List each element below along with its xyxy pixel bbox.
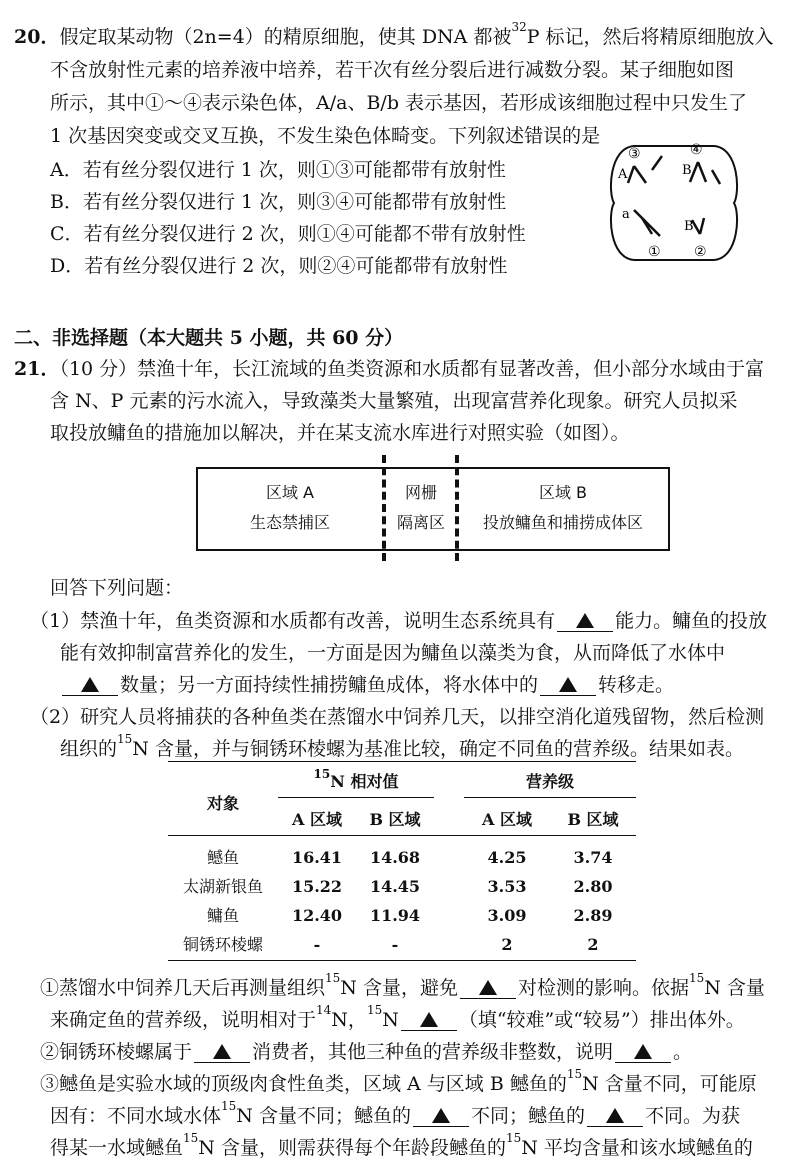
sup-15: 15 xyxy=(566,1067,583,1081)
table-cell: 14.45 xyxy=(369,877,421,896)
p1-text: （1）禁渔十年，鱼类资源和水质都有改善，说明生态系统具有 xyxy=(30,610,556,632)
table-level-rule xyxy=(464,797,636,798)
s3-line2 xyxy=(50,1101,740,1131)
chromosome-4b xyxy=(712,170,720,184)
s3-text: 不同。为获 xyxy=(644,1105,740,1127)
p1-text: 数量；另一方面持续性捕捞鳙鱼成体，将水体中的 xyxy=(120,674,539,696)
label-circle-3: ③ xyxy=(628,146,641,162)
zone-a xyxy=(200,478,380,538)
table-row-name: 铜锈环棱螺 xyxy=(182,935,263,954)
table-bottom-rule xyxy=(168,960,636,961)
s1-text: 对检测的影响。依据 xyxy=(517,977,689,999)
q20-text: P 标记，然后将精原细胞放入 xyxy=(526,26,774,48)
s2-text: 消费者，其他三种鱼的营养级非整数，说明 xyxy=(252,1041,614,1063)
table-cell: 15.22 xyxy=(291,877,343,896)
table-cell: 4.25 xyxy=(487,848,527,867)
q20-option-c: C．若有丝分裂仅进行 2 次，则①④可能都不带有放射性 xyxy=(50,223,526,245)
table-cell: 2 xyxy=(501,935,513,954)
net-fence-right xyxy=(455,455,459,561)
sup-15: 15 xyxy=(505,1131,522,1145)
table-header-object: 对象 xyxy=(206,794,239,813)
answer-blank[interactable] xyxy=(615,1043,671,1063)
cell-outline xyxy=(611,146,737,260)
triangle-icon xyxy=(606,1108,624,1123)
q21-line3: 取投放鳙鱼的措施加以解决，并在某支流水库进行对照实验（如图）。 xyxy=(50,422,630,444)
table-cell: - xyxy=(313,935,321,954)
q20-line3: 所示，其中①～④表示染色体，A/a、B/b 表示基因，若形成该细胞过程中只发生了 xyxy=(50,92,748,114)
s3-text: 得某一水域鳡鱼 xyxy=(50,1137,184,1159)
s1-line2 xyxy=(50,1005,745,1035)
table-subheader: A 区域 xyxy=(482,810,532,829)
sup-15: 15 xyxy=(366,1003,383,1017)
zone-fence-subtitle: 隔离区 xyxy=(396,513,445,532)
s3-text: 不同；鳡鱼的 xyxy=(470,1105,585,1127)
sup-15: 15 xyxy=(221,1099,237,1113)
p2-text: 组织的 xyxy=(60,738,118,760)
table-subheader: B 区域 xyxy=(369,810,421,829)
label-gene-B-top: B xyxy=(682,163,692,178)
q20-line4: 1 次基因突变或交叉互换，不发生染色体畸变。下列叙述错误的是 xyxy=(50,125,601,147)
triangle-icon xyxy=(432,1108,450,1123)
section-2-title: 二、非选择题（本大题共 5 小题，共 60 分） xyxy=(14,327,404,349)
table-cell: 2 xyxy=(587,935,599,954)
s3-text: 因有：不同水域水体 xyxy=(50,1105,222,1127)
table-cell: 2.89 xyxy=(573,906,613,925)
q21-line1 xyxy=(14,354,764,384)
table-cell: 3.53 xyxy=(487,877,527,896)
label-circle-2: ② xyxy=(694,244,707,260)
s1-text: （填“较难”或“较易”）排出体外。 xyxy=(458,1009,745,1031)
table-row-name: 鳡鱼 xyxy=(206,848,239,867)
p1-text: 转移走。 xyxy=(598,674,675,696)
p2-text: N 含量，并与铜锈环棱螺为基准比较，确定不同鱼的营养级。结果如表。 xyxy=(132,738,744,760)
answer-blank[interactable] xyxy=(460,979,516,999)
answer-blank[interactable] xyxy=(413,1107,469,1127)
table-subheader: B 区域 xyxy=(567,810,619,829)
triangle-icon xyxy=(634,1044,652,1059)
answer-blank[interactable] xyxy=(557,612,613,632)
table-row-name: 鳙鱼 xyxy=(206,906,239,925)
s2-text: 。 xyxy=(673,1041,693,1063)
s3-text: N 含量不同，可能原 xyxy=(582,1073,757,1095)
zone-fence-title: 网栅 xyxy=(404,483,437,502)
label-gene-B-bottom: B xyxy=(684,219,694,234)
p1-line3 xyxy=(60,670,674,700)
triangle-icon xyxy=(576,613,594,628)
table-n-rule xyxy=(278,797,434,798)
sup-15: 15 xyxy=(183,1131,199,1145)
s3-line1 xyxy=(40,1069,757,1099)
s1-text: 来确定鱼的营养级，说明相对于 xyxy=(50,1009,317,1031)
chromosome-3 xyxy=(628,166,646,183)
table-cell: 14.68 xyxy=(369,848,421,867)
cell-diagram xyxy=(604,138,744,268)
sup-15: 15 xyxy=(688,971,705,985)
zone-a-subtitle: 生态禁捕区 xyxy=(249,513,330,532)
zone-b-title: 区域 B xyxy=(538,483,588,502)
table-cell: - xyxy=(391,935,399,954)
s2-line xyxy=(40,1037,692,1067)
col-n-label: N 相对值 xyxy=(330,772,399,791)
p2-line1: （2）研究人员将捕获的各种鱼类在蒸馏水中饲养几天，以排空消化道残留物，然后检测 xyxy=(30,706,765,728)
p1-line2: 能有效抑制富营养化的发生，一方面是因为鳙鱼以藻类为食，从而降低了水体中 xyxy=(60,642,726,664)
label-gene-A: A xyxy=(618,167,628,182)
s1-line1 xyxy=(40,973,765,1003)
q20-line2: 不含放射性元素的培养液中培养，若干次有丝分裂后进行减数分裂。某子细胞如图 xyxy=(50,59,735,81)
s1-text: ①蒸馏水中饲养几天后再测量组织 xyxy=(40,977,326,999)
q20-text: 假定取某动物（2n=4）的精原细胞，使其 DNA 都被 xyxy=(59,26,512,48)
s3-text: ③鳡鱼是实验水域的顶级肉食性鱼类，区域 A 与区域 B 鳡鱼的 xyxy=(40,1073,567,1095)
triangle-icon xyxy=(559,677,577,692)
triangle-icon xyxy=(213,1044,231,1059)
zone-a-title: 区域 A xyxy=(265,483,315,502)
chromosome-1 xyxy=(634,210,660,236)
answer-blank[interactable] xyxy=(587,1107,643,1127)
s2-text: ②铜锈环棱螺属于 xyxy=(40,1041,193,1063)
p1-line1 xyxy=(30,606,767,636)
answer-blank[interactable] xyxy=(401,1011,457,1031)
answer-blank[interactable] xyxy=(194,1043,250,1063)
sup-14: 14 xyxy=(316,1003,332,1017)
table-top-rule xyxy=(168,761,636,762)
answer-blank[interactable] xyxy=(540,676,596,696)
sup-15: 15 xyxy=(313,767,331,781)
sup-15: 15 xyxy=(117,732,133,746)
table-cell: 3.09 xyxy=(487,906,527,925)
triangle-icon xyxy=(479,980,497,995)
table-header-level: 营养级 xyxy=(525,772,574,791)
results-table xyxy=(168,761,636,961)
s3-text: N 含量，则需获得每个年龄段鳡鱼的 xyxy=(198,1137,506,1159)
table-header-n xyxy=(278,769,434,795)
q20-number: 20． xyxy=(14,26,60,48)
chromosome-3b xyxy=(652,156,662,170)
q21-number: 21． xyxy=(14,358,60,380)
table-cell: 16.41 xyxy=(291,848,343,867)
table-header-rule xyxy=(168,835,636,836)
label-circle-4: ④ xyxy=(690,142,703,158)
triangle-icon xyxy=(420,1012,438,1027)
q20-option-b: B．若有丝分裂仅进行 1 次，则③④可能都带有放射性 xyxy=(50,191,507,213)
net-fence-left xyxy=(382,455,386,561)
s3-text: N 平均含量和该水域鳡鱼的 xyxy=(521,1137,753,1159)
answer-blank[interactable] xyxy=(62,676,118,696)
q20-option-d: D．若有丝分裂仅进行 2 次，则②④可能都带有放射性 xyxy=(50,255,508,277)
label-circle-1: ① xyxy=(648,244,661,260)
zone-b xyxy=(462,478,664,538)
zone-fence xyxy=(388,478,454,538)
table-cell: 12.40 xyxy=(291,906,343,925)
table-subheader: A 区域 xyxy=(292,810,342,829)
s1-text: N 含量，避免 xyxy=(340,977,458,999)
answer-prompt: 回答下列问题： xyxy=(50,577,184,599)
q20-line1 xyxy=(14,22,774,52)
p1-text: 能力。鳙鱼的投放 xyxy=(615,610,768,632)
chromosome-4 xyxy=(690,162,706,182)
chromosome-2 xyxy=(692,218,704,234)
table-cell: 3.74 xyxy=(573,848,613,867)
table-cell: 2.80 xyxy=(573,877,613,896)
zone-b-subtitle: 投放鳙鱼和捕捞成体区 xyxy=(482,513,643,532)
s3-line3 xyxy=(50,1133,753,1163)
triangle-icon xyxy=(81,677,99,692)
table-row-name: 太湖新银鱼 xyxy=(182,877,263,896)
q21-text: （10 分）禁渔十年，长江流域的鱼类资源和水质都有显著改善，但小部分水域由于富 xyxy=(59,358,765,380)
label-gene-a: a xyxy=(622,207,630,222)
sup-15: 15 xyxy=(325,971,341,985)
q20-option-a: A．若有丝分裂仅进行 1 次，则①③可能都带有放射性 xyxy=(50,159,506,181)
s1-text: N 含量 xyxy=(704,977,765,999)
table-cell: 11.94 xyxy=(369,906,421,925)
q21-line2: 含 N、P 元素的污水流入，导致藻类大量繁殖，出现富营养化现象。研究人员拟采 xyxy=(50,390,738,412)
sup-32: 32 xyxy=(511,20,527,34)
p2-line2 xyxy=(60,734,744,764)
s1-text: N xyxy=(382,1009,399,1031)
s3-text: N 含量不同；鳡鱼的 xyxy=(236,1105,411,1127)
s1-text: N， xyxy=(331,1009,367,1031)
